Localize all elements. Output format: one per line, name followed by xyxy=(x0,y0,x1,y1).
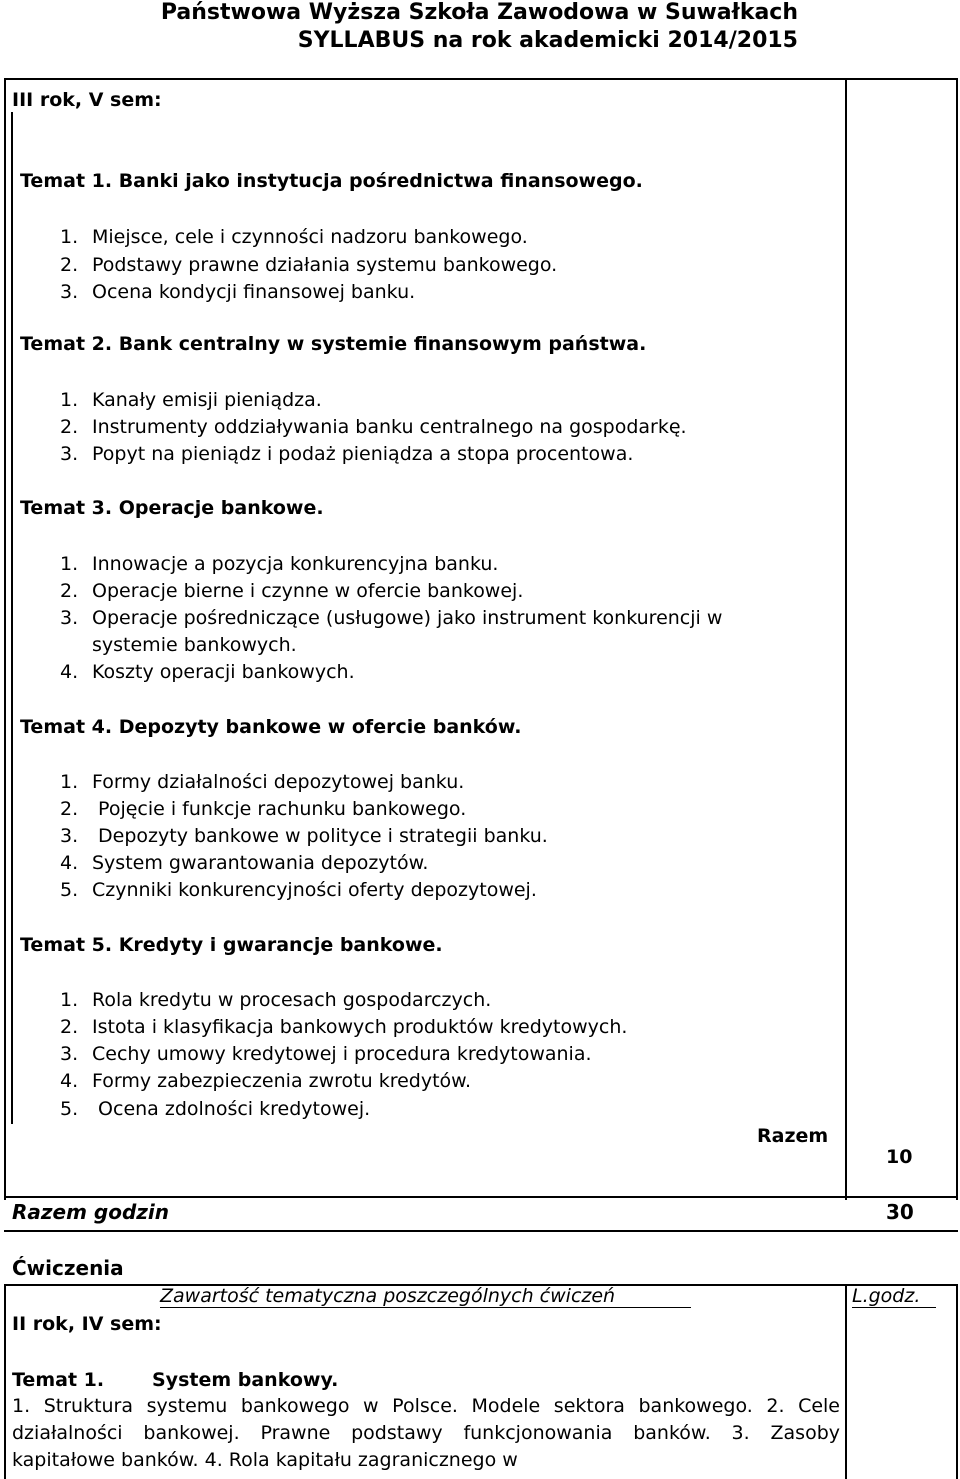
list-item: Cechy umowy kredytowej i procedura kredytowania. xyxy=(92,1043,592,1065)
exercise-topic-label: Temat 1. xyxy=(12,1369,105,1391)
list-item: Rola kredytu w procesach gospodarczych. xyxy=(92,989,492,1011)
list-item: Pojęcie i funkcje rachunku bankowego. xyxy=(92,798,467,820)
list-number: 4. xyxy=(60,1070,79,1092)
exercise-topic-title: System bankowy. xyxy=(152,1369,339,1391)
exercise-topic-paragraph: 1. Struktura systemu bankowego w Polsce. Modele sektora bankowego. 2. Cele działalności bankowej. Prawne podstawy funkcjonowania banków. 3. Zasoby kapitałowe banków. 4. Rola kapitału zagranicznego w xyxy=(12,1395,840,1471)
list-item: Istota i klasyfikacja bankowych produktów kredytowych. xyxy=(92,1016,628,1038)
list-number: 3. xyxy=(60,443,79,465)
list-item: Czynniki konkurencyjności oferty depozytowej. xyxy=(92,879,537,901)
exercises-semester: II rok, IV sem: xyxy=(12,1313,162,1335)
topic-title: Temat 5. Kredyty i gwarancje bankowe. xyxy=(20,934,443,956)
list-number: 3. xyxy=(60,281,79,303)
list-item: Koszty operacji bankowych. xyxy=(92,661,355,683)
list-number: 1. xyxy=(60,226,79,248)
list-number: 4. xyxy=(60,852,79,874)
table-right-border xyxy=(956,78,958,1200)
list-number: 4. xyxy=(60,661,79,683)
razem-label: Razem xyxy=(757,1125,829,1147)
list-number: 2. xyxy=(60,1016,79,1038)
exercises-table-right-border xyxy=(956,1284,958,1479)
list-number: 3. xyxy=(60,607,79,629)
list-item: Ocena zdolności kredytowej. xyxy=(92,1098,371,1120)
exercises-heading: Ćwiczenia xyxy=(12,1256,124,1280)
list-item: Instrumenty oddziaływania banku centralnego na gospodarkę. xyxy=(92,416,687,438)
exercises-hours-divider xyxy=(845,1284,847,1479)
topic-title: Temat 2. Bank centralny w systemie finansowym państwa. xyxy=(20,333,647,355)
total-hours-value: 30 xyxy=(886,1200,914,1224)
hours-column-header: L.godz. xyxy=(852,1285,921,1307)
list-number: 1. xyxy=(60,989,79,1011)
topic-title: Temat 3. Operacje bankowe. xyxy=(20,497,324,519)
list-number: 5. xyxy=(60,1098,79,1120)
list-number: 1. xyxy=(60,553,79,575)
list-number: 1. xyxy=(60,771,79,793)
list-number: 3. xyxy=(60,1043,79,1065)
list-item: Podstawy prawne działania systemu bankowego. xyxy=(92,254,558,276)
list-item: System gwarantowania depozytów. xyxy=(92,852,429,874)
list-item: Formy działalności depozytowej banku. xyxy=(92,771,465,793)
list-number: 2. xyxy=(60,254,79,276)
total-hours-label: Razem godzin xyxy=(12,1200,170,1224)
razem-top-border xyxy=(4,1196,958,1198)
list-item: Depozyty bankowe w polityce i strategii banku. xyxy=(92,825,548,847)
list-item: Innowacje a pozycja konkurencyjna banku. xyxy=(92,553,499,575)
razem-bottom-border xyxy=(4,1230,958,1232)
hours-column-divider xyxy=(845,78,847,1200)
lecture-semester: III rok, V sem: xyxy=(12,89,162,111)
syllabus-title: SYLLABUS na rok akademicki 2014/2015 xyxy=(297,28,798,53)
razem-hours: 10 xyxy=(886,1146,913,1168)
inner-left-border xyxy=(11,112,13,1124)
topic-title: Temat 1. Banki jako instytucja pośrednictwa finansowego. xyxy=(20,170,643,192)
list-item-continuation: systemie bankowych. xyxy=(92,634,297,656)
school-name: Państwowa Wyższa Szkoła Zawodowa w Suwałkach xyxy=(160,0,798,25)
list-item: Operacje pośredniczące (usługowe) jako instrument konkurencji w xyxy=(92,607,723,629)
list-number: 3. xyxy=(60,825,79,847)
table-top-border xyxy=(4,78,958,80)
list-number: 2. xyxy=(60,416,79,438)
list-item: Formy zabezpieczenia zwrotu kredytów. xyxy=(92,1070,471,1092)
list-number: 1. xyxy=(60,389,79,411)
list-item: Popyt na pieniądz i podaż pieniądza a stopa procentowa. xyxy=(92,443,634,465)
list-number: 2. xyxy=(60,580,79,602)
list-item: Kanały emisji pieniądza. xyxy=(92,389,322,411)
topic-title: Temat 4. Depozyty bankowe w ofercie banków. xyxy=(20,716,522,738)
content-column-header: Zawartość tematyczna poszczególnych ćwiczeń xyxy=(160,1285,616,1307)
list-item: Operacje bierne i czynne w ofercie bankowej. xyxy=(92,580,524,602)
exercises-table-left-border xyxy=(4,1284,6,1479)
list-item: Miejsce, cele i czynności nadzoru bankowego. xyxy=(92,226,528,248)
list-number: 5. xyxy=(60,879,79,901)
list-item: Ocena kondycji finansowej banku. xyxy=(92,281,416,303)
table-left-border xyxy=(4,78,6,1200)
list-number: 2. xyxy=(60,798,79,820)
